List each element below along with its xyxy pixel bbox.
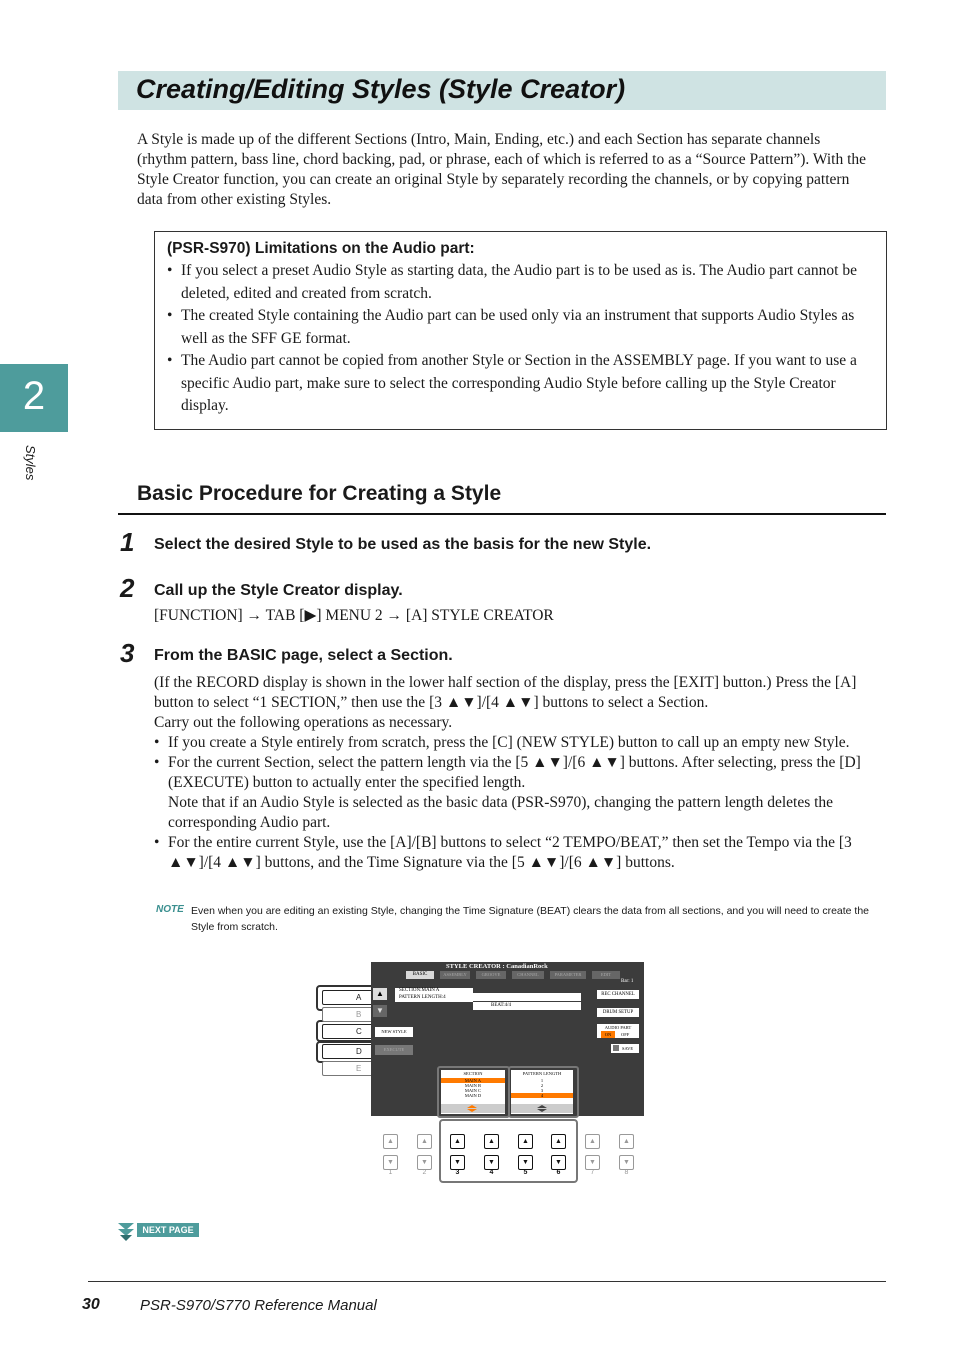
up-button-2[interactable]: ▲ [417,1134,432,1149]
step-1-number: 1 [120,527,135,557]
button-number-1: 1 [388,1169,393,1176]
page-title: Creating/Editing Styles (Style Creator) [136,74,626,104]
length-item-1[interactable]: 1 [540,1078,544,1083]
button-number-8: 8 [624,1169,629,1176]
new-style-button[interactable]: NEW STYLE [375,1027,413,1037]
limitations-box [154,231,887,430]
next-page-link[interactable]: NEXT PAGE [137,1223,199,1237]
step-2-title: Call up the Style Creator display. [154,582,403,599]
list-item: • If you create a Style entirely from scratch, press the [C] (NEW STYLE) button to call up an empty new Style. [154,734,850,751]
button-number-6: 6 [556,1169,561,1176]
panel-button-a-label: A [356,993,362,1002]
length-item-2[interactable]: 2 [540,1083,544,1088]
list-item: • The Audio part cannot be copied from another Style or Section in the ASSEMBLY page. If you want to use a specific Audio part, make sure to select the corresponding Audio Style before calling up the Style Creator display. [167,352,857,414]
length-item-3[interactable]: 3 [540,1088,544,1093]
note-text: Even when you are editing an existing Style, changing the Time Signature (BEAT) clears the data from all sections, and you will need to create the Style from scratch. [191,905,870,933]
up-button-5[interactable]: ▲ [518,1134,533,1149]
section-heading: Basic Procedure for Creating a Style [137,482,502,505]
up-button-4[interactable]: ▲ [484,1134,499,1149]
section-item-main-c[interactable]: MAIN C [464,1088,482,1093]
panel-button-d[interactable] [322,1044,376,1059]
note-label: NOTE [156,904,184,915]
page-number: 30 [82,1296,100,1313]
panel-button-b-label: B [356,1010,362,1019]
panel-button-d-label: D [356,1047,362,1056]
panel-button-a[interactable] [322,990,376,1005]
section-item-main-d[interactable]: MAIN D [464,1093,482,1098]
down-button-3[interactable]: ▼ [450,1155,465,1170]
step-3-body [154,673,868,873]
limitations-list [167,260,875,418]
footer-divider [88,1281,886,1282]
lcd-beat: BEAT:4/4 [491,1003,512,1008]
panel-button-c-label: C [356,1027,362,1036]
down-button-2[interactable]: ▼ [417,1155,432,1170]
down-button-4[interactable]: ▼ [484,1155,499,1170]
lcd-down-arrow-icon[interactable]: ▼ [373,1005,387,1017]
tab-basic[interactable]: BASIC [406,971,434,979]
limitations-heading: (PSR-S970) Limitations on the Audio part: [167,240,475,257]
lcd-length-line: PATTERN LENGTH:4 [399,995,446,1000]
save-icon [613,1045,619,1051]
lcd-tab-row [406,971,638,979]
lcd-section-box[interactable] [395,988,473,1002]
audio-on-option[interactable]: ON [601,1031,615,1038]
length-item-4[interactable]: 4 [511,1093,573,1098]
list-item: • For the current Section, select the pattern length via the [5 ▲▼]/[6 ▲▼] buttons. After selecting, press the [D] (EXECUTE) button to actually enter the specified length. Note that if an Audio Style is selected as the basic data (PSR-S970), changing the pattern length deletes the corresponding Audio part. [154,754,861,831]
step-2-path: [FUNCTION] → TAB [▶] MENU 2 → [A] STYLE CREATOR [154,607,554,624]
section-item-main-a[interactable]: MAIN A [441,1078,505,1083]
tab-assembly[interactable]: ASSEMBLY [440,971,470,979]
section-divider [118,513,886,515]
tab-channel[interactable]: CHANNEL [512,971,544,979]
lcd-up-arrow-icon[interactable]: ▲ [373,988,387,1000]
audio-part-toggle[interactable] [597,1031,639,1038]
lcd-beat-bar [473,993,581,1001]
next-page-icon [117,1222,135,1242]
lcd-section-line: SECTION:MAIN A [399,988,440,993]
manual-name: PSR-S970/S770 Reference Manual [140,1297,377,1314]
chapter-tab [0,364,68,432]
down-button-5[interactable]: ▼ [518,1155,533,1170]
section-list-frame [437,1066,510,1118]
pattern-list-frame [508,1066,579,1118]
save-button[interactable] [611,1044,639,1053]
up-button-1[interactable]: ▲ [383,1134,398,1149]
tab-parameter[interactable]: PARAMETER [550,971,586,979]
section-item-main-b[interactable]: MAIN B [464,1083,482,1088]
up-button-8[interactable]: ▲ [619,1134,634,1149]
tab-edit[interactable]: EDIT [592,971,620,979]
step-3-list [154,733,868,873]
button-number-2: 2 [422,1169,427,1176]
pattern-length-title: PATTERN LENGTH [522,1071,562,1076]
up-button-6[interactable]: ▲ [551,1134,566,1149]
panel-button-e[interactable] [322,1061,376,1076]
up-button-3[interactable]: ▲ [450,1134,465,1149]
audio-off-option[interactable]: OFF [621,1032,630,1037]
drum-setup-button[interactable]: DRUM SETUP [597,1008,639,1017]
tab-groove[interactable]: GROOVE [476,971,506,979]
list-item: • If you select a preset Audio Style as starting data, the Audio part is to be used as is. The Audio part cannot be deleted, edited and created from scratch. [167,262,857,302]
section-list-title: SECTION [463,1071,483,1076]
execute-button[interactable]: EXECUTE [375,1045,413,1055]
lcd-bar-counter: Bar: 1 [621,979,634,984]
up-button-7[interactable]: ▲ [585,1134,600,1149]
panel-button-b[interactable] [322,1007,376,1022]
chapter-number: 2 [22,374,46,418]
down-button-8[interactable]: ▼ [619,1155,634,1170]
step-2-number: 2 [120,573,135,603]
panel-button-c[interactable] [322,1024,376,1039]
button-number-3: 3 [455,1169,460,1176]
list-item: • For the entire current Style, use the [A]/[B] buttons to select “2 TEMPO/BEAT,” then set the Tempo via the [3 ▲▼]/[4 ▲▼] buttons, and the Time Signature via the [5 ▲▼]/[6 ▲▼] buttons. [154,834,852,871]
audio-part-label: AUDIO PART [597,1024,639,1031]
down-button-1[interactable]: ▼ [383,1155,398,1170]
down-button-7[interactable]: ▼ [585,1155,600,1170]
step-3-paragraph: (If the RECORD display is shown in the lower half section of the display, press the [EXIT] button.) Press the [A] button to select “1 SECTION,” then use the [3 ▲▼]/[4 ▲▼] buttons to select a Section. [154,674,857,711]
button-number-5: 5 [523,1169,528,1176]
down-button-6[interactable]: ▼ [551,1155,566,1170]
panel-button-e-label: E [356,1064,362,1073]
title-bar [118,71,886,110]
button-number-7: 7 [590,1169,595,1176]
step-3-paragraph-2: Carry out the following operations as necessary. [154,714,453,731]
list-item: • The created Style containing the Audio part can be used only via an instrument that supports Audio Styles as well as the SFF GE format. [167,307,855,347]
save-label: SAVE [622,1046,634,1051]
step-3-title: From the BASIC page, select a Section. [154,647,453,664]
step-1-title: Select the desired Style to be used as the basis for the new Style. [154,536,652,553]
step-3-number: 3 [120,638,135,668]
rec-channel-button[interactable]: REC CHANNEL [597,990,639,999]
lcd-header: STYLE CREATOR : CanadianRock [446,963,548,970]
lcd-beat-row [473,1002,581,1010]
button-number-4: 4 [489,1169,494,1176]
intro-paragraph: A Style is made up of the different Sections (Intro, Main, Ending, etc.) and each Section has separate channels (rhythm pattern, bass line, chord backing, pad, or phrase, each of which is referred to as a “Source Pattern”). With the Style Creator function, you can create an original Style by separately recording the channels, or by copying pattern data from other existing Styles. [137,131,867,208]
chapter-label: Styles [23,445,38,481]
